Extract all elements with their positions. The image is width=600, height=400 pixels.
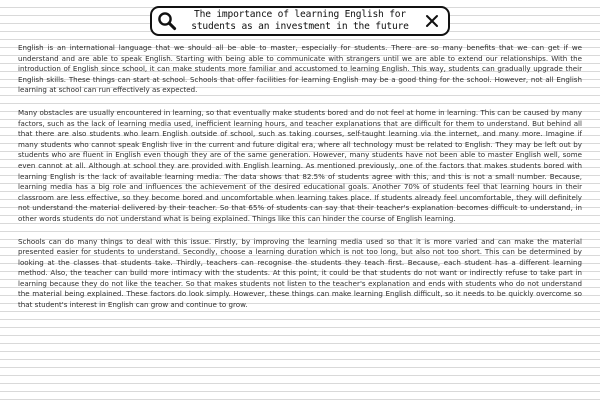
- search-icon-graphic: [157, 11, 177, 31]
- article-paragraph-2: Many obstacles are usually encountered in learning, so that eventually make students bored and do not feel at home in learning. This can be caused by many factors, such as the lack of learning media used, inefficient learning hours, and teacher explanations that are difficult for them to understand. But behind all that there are also students who learn English outside of school, such as taking courses, self-taught learning via the internet, and many more. Imagine if many students who cannot speak English live in the current and future digital era, where all technology must be related to English. They may be left out by students who are fluent in English even though they are of the same generation. However, many students have not been able to master English well, some even cannot at all. Although at school they are provided with English learning. As mentioned previously, one of the factors that makes students bored with learning English is the lack of available learning media. The data shows that 82.5% of students agree with this, and this is not a small number. Because, learning media has a big role and influences the achievement of the desired educational goals. Another 70% of students feel that learning hours in their classroom are less effective, so they become bored and uncomfortable when learning takes place. If students already feel uncomfortable, they will definitely not understand the material delivered by their teacher. So that 65% of students can say that their teacher's explanation becomes difficult to understand, in other words students do not understand what is being explained. Things like this can hinder the course of English learning.: [18, 107, 582, 223]
- article-paragraph-3: Schools can do many things to deal with this issue. Firstly, by improving the learning media used so that it is more varied and can make the material presented easier for students to understand. Secondly, choose a learning duration which is not too long, but also not too short. This can be determined by looking at the classes that students take. Thirdly, teachers can recognise the students they teach first. Because, each student has a different learning method. Also, the teacher can build more intimacy with the students. At this point, it could be that students do not want or indirectly refuse to take part in learning because they do not like the teacher. So that makes students not listen to the teacher's explanation and ends with students who do not understand the material being explained. These factors do look simply. However, these things can make learning English difficult, so it needs to be quickly overcome so that student's interest in English can grow and continue to grow.: [18, 236, 582, 310]
- close-icon-graphic: [425, 14, 439, 28]
- search-icon[interactable]: [156, 10, 178, 32]
- search-bar[interactable]: [150, 6, 450, 36]
- close-icon[interactable]: [422, 11, 442, 31]
- article-paragraph-1: English is an international language that we should all be able to master, especially for students. There are so many benefits that we can get if we understand and are able to speak English. Starting with being able to communicate with strangers until we are able to extend our relationships. With the introduction of English since school, it can make students more familiar and accustomed to learning English. This way, students can gradually upgrade their English skills. These things can start at school. Schools that offer facilities for learning English may be a good thing for the school. However, not all English learning at school can run effectively as expected.: [18, 43, 582, 95]
- article-body: [18, 43, 582, 323]
- search-query-text[interactable]: The importance of learning English for students as an investment in the future: [191, 9, 409, 32]
